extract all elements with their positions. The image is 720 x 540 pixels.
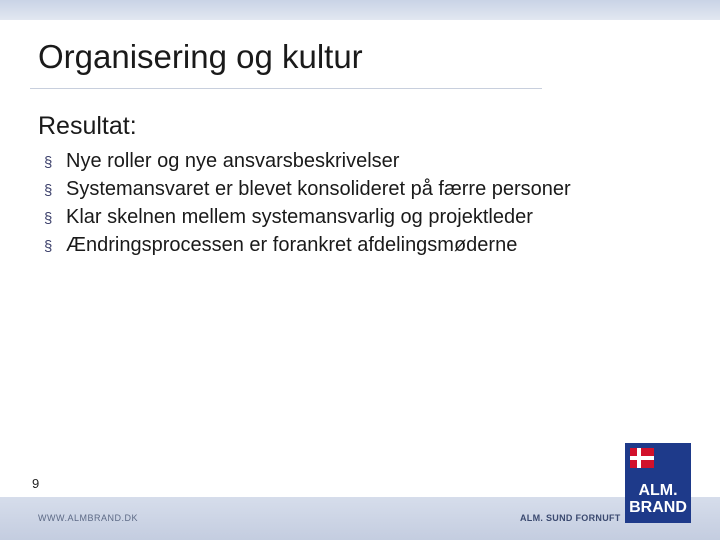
bullet-marker: § — [44, 238, 53, 255]
footer-url: WWW.ALMBRAND.DK — [38, 513, 139, 523]
bullet-item — [44, 178, 664, 201]
bullet-item — [44, 206, 664, 229]
page-number: 9 — [32, 476, 40, 491]
logo-text-line1: ALM. — [638, 482, 678, 499]
footer-slogan: ALM. SUND FORNUFT — [520, 513, 621, 523]
bullet-text: Klar skelnen mellem systemansvarlig og projektleder — [66, 206, 533, 228]
alm-brand-logo — [625, 443, 691, 523]
bullet-marker: § — [44, 182, 53, 199]
slide-title: Organisering og kultur — [38, 38, 363, 75]
bullet-text: Ændringsprocessen er forankret afdelingsmøderne — [66, 234, 518, 256]
bullet-text: Nye roller og nye ansvarsbeskrivelser — [66, 150, 400, 172]
bullet-item — [44, 234, 664, 257]
title-divider — [30, 88, 542, 89]
bullet-text: Systemansvaret er blevet konsolideret på færre personer — [66, 178, 571, 200]
logo-text-line2: BRAND — [629, 499, 687, 516]
bullet-marker: § — [44, 210, 53, 227]
top-band — [0, 0, 720, 20]
slide-subtitle: Resultat: — [38, 112, 137, 140]
bullet-marker: § — [44, 154, 53, 171]
danish-flag-icon — [630, 448, 654, 468]
bullet-list — [44, 150, 664, 262]
bullet-item — [44, 150, 664, 173]
